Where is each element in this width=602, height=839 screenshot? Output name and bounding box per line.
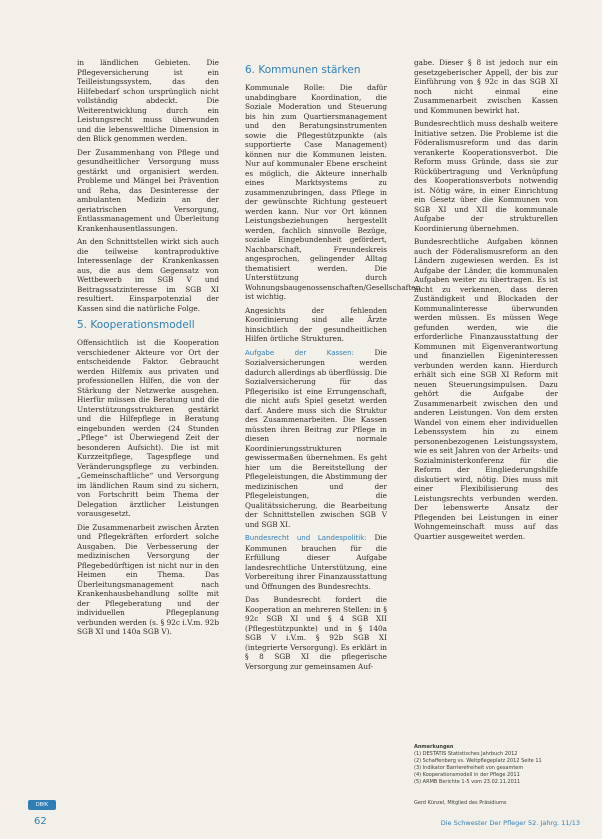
paragraph: Das Bundesrecht fordert die Kooperation an mehreren Stellen: in § 92c SGB XI und § 4 SGB XII (Pflegestützpunkte) und in § 140a SGB V i.V.m. § 92b SGB XI (integrierte Versorgung). Es erklärt in § 8 SGB XI die pflegerische Versorgung zur gemeinsamen Auf- <box>245 595 387 671</box>
reference-item: (3) Indikator Barrierefreiheit von gesamtem <box>414 765 524 771</box>
publisher-logo: DBfK <box>28 800 56 810</box>
reference-item: (1) DESTATIS Statistisches Jahrbuch 2012 <box>414 751 518 757</box>
paragraph: Offensichtlich ist die Kooperation verschiedener Akteure vor Ort der entscheidende Faktor. Gebraucht werden Hilfemix aus privaten und professionellen Hilfen, die von der Stärkung der Netzwerke ausgehen. Hierfür müssen die Beratung und die Unterstützungsstrukturen gestärkt und die Hilfepflege in Beratung eingebunden werden (24 Stunden „Pflege“ ist Überwiegend Zeit der besonderen Aufsicht). Die ist mit Kurzzeitpflege, Tagespflege und Veränderungspflege zu verbinden. „Gemeinschaftliche“ und Versorgung im ländlichen Raum sind zu sichern, von Fortschritt beim Thema der Delegation ärztlicher Leistungen vorausgesetzt. <box>77 338 219 518</box>
reference-item: (2) Schaffenberg vs. Weltpflegeplatz 2012 Seite 11 <box>414 758 542 764</box>
paragraph: Angesichts der fehlenden Koordinierung sind alle Ärzte hinsichtlich der gesundheitlichen Hilfen örtliche Strukturen. <box>245 305 387 343</box>
journal-footer: Die Schwester Der Pfleger 52. Jahrg. 11/13 <box>440 819 580 827</box>
paragraph: An den Schnittstellen wirkt sich auch die teilweise kontraproduktive Interessenlage der Krankenkassen aus, die aus dem Gegensatz von Wettbewerb im SGB V und Beitragssatzinteresse im SGB XI resultiert. Einsparpotenzial der Kassen sind die natürliche Folge. <box>77 237 219 313</box>
section-heading-kommunen: 6. Kommunen stärken <box>245 64 361 76</box>
section-heading-kooperationsmodell: 5. Kooperationsmodell <box>77 319 195 331</box>
author-line: Gerd Künzel, Mitglied des Präsidiums <box>414 800 507 806</box>
paragraph: Der Zusammenhang von Pflege und gesundheitlicher Versorgung muss gestärkt und organisiert werden. Probleme und Mängel bei Prävention und Reha, das Desinteresse der ambulanten Medizin an der geriatrischen Versorgung, Entlassmanagement und Überleitung Krankenhausentlassungen. <box>77 147 219 233</box>
page-number: 62 <box>34 816 47 827</box>
column-middle <box>245 58 421 675</box>
paragraph-text: Die Sozialversicherungen werden dadurch allerdings ab überflüssig. Die Sozialversicherung für das Pflegerisiko ist eine Errungenschaft, die nicht aufs Spiel gesetzt werden darf. Andere muss sich die Struktur des Zusammenarbeiten. Die Kassen müssten ihren Beitrag zur Pflege in diesen normale Koordinierungsstrukturen gewissermaßen übernehmen. Es geht hier um die Bereitstellung der Pflegeleistungen, die Abstimmung der medizinischen und der Pflegeleistungen, die Qualitätssicherung, die Bearbeitung der Schnittstellen zwischen SGB V und SGB XI. <box>245 347 387 529</box>
column-left <box>77 58 219 641</box>
paragraph: Bundesrechtlich muss deshalb weitere Initiative setzen. Die Probleme ist die Föderalismusreform und das darin verankerte Kooperationsverbot. Die Reform muss Gründe, dass sie zur Rückübertragung und Verknüpfung des Kooperationsverbots notwendig ist. Nötig wäre, in einer Einrichtung ein Gesetz über die Kommunen von SGB XI und XII die kommunale Aufgabe der strukturellen Koordinierung übernehmen. <box>414 119 558 233</box>
reference-item: (4) Kooperationsmodell in der Pflege 2011 <box>414 772 520 778</box>
paragraph: Bundesrechtliche Aufgaben können auch der Föderalismusreform an den Ländern zugewiesen werden. Es ist Aufgabe der Länder, die kommunalen Aufgaben weiter zu übertragen. Es ist nicht zu verkennen, dass deren Zuständigkeit und Blockaden der Kommunalinteresse überwunden werden müssen. Es müssen Wege gefunden werden, wie die erforderliche Finanzausstattung der Kommunen mit Eigenverantwortung und finanziellen Eigeninteressen verbunden werden kann. Hierdurch erhält sich eine SGB XI Reform mit neuen Steuerungsimpulsen. Dazu gehört die Aufgabe der Zusammenarbeit zwischen den und anderen Leistungen. Von dem ersten Wandel von einem eher individuellen Lebenssystem hin zu einem personenbezogenen Leistungssystem, wie es seit Jahren von der Arbeits- und Sozialministerkonferenz für die Reform der Eingliederungshilfe diskutiert wird, nötig. Dies muss mit einer Flexibilisierung des Leistungsrechts verbunden werden. Der lebenswerte Ansatz der Pflegenden bei Leistungen in einer Wohngemeinschaft muss auf das Quartier ausgeweitet werden. <box>414 237 558 541</box>
paragraph: Die Zusammenarbeit zwischen Ärzten und Pflegekräften erfordert solche Ausgaben. Die Verbesserung der medizinischen Versorgung der Pflegebedürftigen ist nicht nur in den Heimen ein Thema. Das Überleitungsmanagement nach Krankenhausbehandlung sollte mit der Pflegeberatung und der individuellen Pflegeplanung verbunden werden (s. § 92c i.V.m. 92b SGB XI und 140a SGB V). <box>77 522 219 636</box>
subheading-kassen: Aufgabe der Kassen: <box>245 348 354 357</box>
paragraph: gabe. Dieser § 8 ist jedoch nur ein gesetzgeberischer Appell, der bis zur Einführung von § 92c in das SGB XI noch nicht einmal eine Zusammenarbeit zwischen Kassen und Kommunen bewirkt hat. <box>414 58 558 115</box>
references <box>414 744 558 786</box>
paragraph: in ländlichen Gebieten. Die Pflegeversicherung ist ein Teilleistungssystem, das den Hilfebedarf schon ursprünglich nicht vollständig abdeckt. Die Weiterentwicklung durch ein Leistungsrecht muss überwunden und die lebensweltliche Dimension in den Blick genommen werden. <box>77 58 219 143</box>
references-title: Anmerkungen <box>414 744 454 750</box>
paragraph-text: Die Kommunen brauchen für die Erfüllung dieser Aufgabe landesrechtliche Unterstützung, eine Vorbereitung ihrer Finanzausstattung und Öffnungen des Bundesrechts. <box>245 533 387 591</box>
reference-item: (5) ARMB Berichte 1-5 vom 23.02.11.2011 <box>414 779 521 785</box>
paragraph <box>245 533 387 591</box>
paragraph: Kommunale Rolle: Die dafür unabdingbare Koordination, die Soziale Moderation und Steuerung bis hin zum Quartiersmanagement und den Beratungsinstrumenten sowie die Pflegestützpunkte (als supportierte Case Management) können nur die Kommunen leisten. Nur auf kommunaler Ebene erscheint es möglich, die Akteure innerhalb eines Marktsystems zu zusammenzubringen, dass Pflege in der gewünschte Richtung gesteuert werden kann. Nur vor Ort können Leistungsbeziehungen hergestellt werden, fachlich sinnvolle Bezüge, soziale Eingebundenheit gefördert, Nachbarschaft, Freundeskreis angesprochen, gelingender Alltag thematisiert werden. Die Unterstützung durch Wohnungsbaugenossenschaften/Gesellschaften ist wichtig. <box>245 83 421 301</box>
column-right <box>414 58 558 545</box>
subheading-bundesrecht: Bundesrecht und Landespolitik: <box>245 534 367 542</box>
paragraph <box>245 348 387 530</box>
